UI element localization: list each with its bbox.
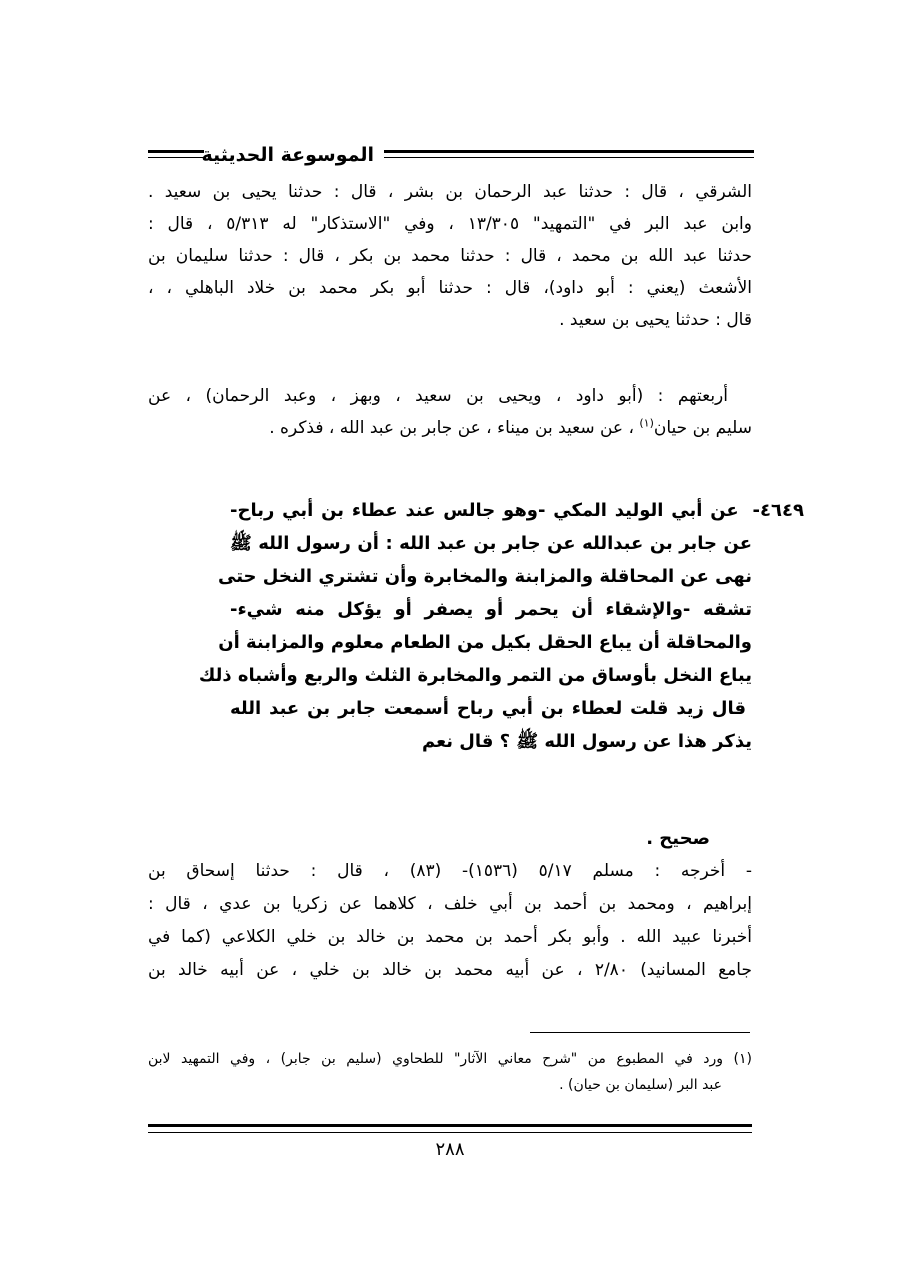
chain-summary	[148, 380, 752, 444]
text-line: جامع المسانيد) ٢/٨٠ ، عن أبيه محمد بن خالد بن خلي ، عن أبيه خالد بن	[148, 960, 752, 980]
hadith-grade: صحيح .	[646, 828, 710, 849]
text-line: حدثنا عبد الله بن محمد ، قال : حدثنا محمد بن بكر ، قال : حدثنا سليمان بن	[148, 246, 752, 266]
hadith-line: عن جابر بن عبدالله عن جابر بن عبد الله : أن رسول الله ﷺ	[230, 533, 752, 554]
hadith-line: قال زيد قلت لعطاء بن أبي رباح أسمعت جابر بن عبد الله	[230, 698, 746, 719]
text-line: الأشعث (يعني : أبو داود)، قال : حدثنا أبو بكر محمد بن خلاد الباهلي ، ،	[148, 278, 752, 298]
footnote-line: عبد البر (سليمان بن حيان) .	[559, 1077, 722, 1093]
narrator-name: سليم بن حيان	[653, 418, 752, 438]
text-line: وابن عبد البر في "التمهيد" ١٣/٣٠٥ ، وفي "الاستذكار" له ٥/٣١٣ ، قال :	[148, 214, 752, 234]
header-title: الموسوعة الحديثية	[201, 144, 374, 166]
hadith-line: تشقه -والإشقاء أن يحمر أو يصفر أو يؤكل منه شيء-	[230, 599, 752, 620]
chain-rest: ، عن سعيد بن ميناء ، عن جابر بن عبد الله ، فذكره .	[269, 418, 640, 438]
text-line: الشرقي ، قال : حدثنا عبد الرحمان بن بشر ، قال : حدثنا يحيى بن سعيد .	[148, 182, 752, 202]
hadith-number: ٤٦٤٩-	[752, 500, 804, 521]
footnote-line: (١) ورد في المطبوع من "شرح معاني الآثار" للطحاوي (سليم بن جابر) ، وفي التمهيد لابن	[148, 1051, 752, 1067]
footer-rule	[148, 1124, 752, 1133]
hadith-line: نهى عن المحاقلة والمزابنة والمخابرة وأن تشتري النخل حتى	[217, 566, 752, 587]
footnote	[148, 1046, 752, 1098]
running-header	[148, 140, 754, 170]
hadith-line: والمحاقلة أن يباع الحقل بكيل من الطعام معلوم والمزابنة أن	[218, 632, 752, 653]
text-line: أخبرنا عبيد الله . وأبو بكر أحمد بن محمد بن خالد بن خلي الكلاعي (كما في	[148, 927, 752, 947]
continuation-text	[148, 176, 752, 336]
footnote-marker: (١)	[639, 416, 654, 430]
hadith-line: يذكر هذا عن رسول الله ﷺ ؟ قال نعم	[421, 731, 752, 752]
text-line: قال : حدثنا يحيى بن سعيد .	[559, 310, 752, 330]
header-rule-right	[384, 150, 754, 158]
footnote-separator	[530, 1032, 750, 1033]
hadith-line-text: عن أبي الوليد المكي -وهو جالس عند عطاء بن أبي رباح-	[230, 500, 739, 521]
hadith-line: يباع النخل بأوساق من التمر والمخابرة الثلث والربع وأشباه ذلك	[198, 665, 752, 686]
hadith-line	[230, 494, 804, 527]
text-line: - أخرجه : مسلم ٥/١٧ (١٥٣٦)- (٨٣) ، قال : حدثنا إسحاق بن	[148, 861, 753, 881]
header-rule-left	[148, 150, 204, 158]
text-line: أربعتهم : (أبو داود ، ويحيى بن سعيد ، وبهز ، وعبد الرحمان) ، عن	[148, 386, 728, 406]
hadith-text	[198, 494, 804, 758]
text-line: إبراهيم ، ومحمد بن أحمد بن أبي خلف ، كلاهما عن زكريا بن عدي ، قال :	[148, 894, 752, 914]
takhrij-text	[148, 855, 752, 987]
page-number: ٢٨٨	[435, 1139, 465, 1160]
text-line	[148, 412, 752, 444]
